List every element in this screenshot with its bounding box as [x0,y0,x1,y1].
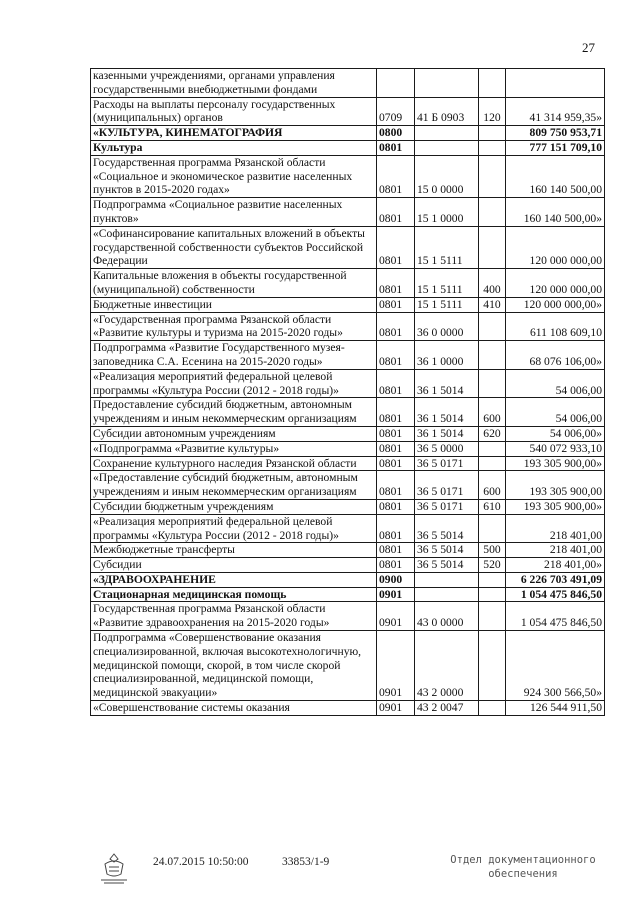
cell-article: 15 1 5111 [415,297,479,312]
cell-article: 15 1 5111 [415,226,479,268]
cell-expense-type [479,441,506,456]
cell-section: 0801 [377,514,415,543]
cell-amount: 540 072 933,10 [506,441,605,456]
table-row [91,69,605,98]
cell-expense-type [479,602,506,631]
cell-expense-type: 410 [479,297,506,312]
cell-article: 15 0 0000 [415,155,479,197]
cell-amount: 160 140 500,00» [506,198,605,227]
cell-expense-type [479,369,506,398]
cell-section: 0801 [377,471,415,500]
cell-article: 36 5 0171 [415,499,479,514]
cell-amount: 193 305 900,00» [506,499,605,514]
cell-name: «Реализация мероприятий федеральной целевой программы «Культура России (2012 - 2018 годы)» [91,514,377,543]
table-row [91,631,605,701]
cell-expense-type: 600 [479,471,506,500]
cell-name: Субсидии автономным учреждениям [91,426,377,441]
cell-amount: 1 054 475 846,50 [506,587,605,602]
cell-amount: 41 314 959,35» [506,97,605,126]
cell-article: 36 1 5014 [415,369,479,398]
cell-amount: 218 401,00 [506,543,605,558]
cell-section: 0801 [377,369,415,398]
cell-name: Расходы на выплаты персоналу государственных (муниципальных) органов [91,97,377,126]
table-row [91,514,605,543]
footer-doc-number: 33853/1-9 [282,856,330,868]
table-row [91,456,605,471]
cell-expense-type: 400 [479,269,506,298]
cell-article [415,572,479,587]
table-row [91,471,605,500]
cell-section: 0801 [377,341,415,370]
cell-section: 0801 [377,198,415,227]
table-row [91,341,605,370]
cell-article: 43 2 0047 [415,701,479,716]
cell-name: Подпрограмма «Развитие Государственного музея-заповедника С.А. Есенина на 2015-2020 годы» [91,341,377,370]
cell-name: Государственная программа Рязанской области «Социальное и экономическое развитие населенных пунктов в 2015-2020 годах» [91,155,377,197]
table-row [91,398,605,427]
cell-amount: 120 000 000,00 [506,269,605,298]
cell-section: 0801 [377,441,415,456]
cell-expense-type [479,631,506,701]
cell-expense-type [479,140,506,155]
cell-amount: 193 305 900,00» [506,456,605,471]
page-number: 27 [582,40,595,55]
cell-amount: 218 401,00 [506,514,605,543]
cell-section: 0801 [377,499,415,514]
cell-amount: 809 750 953,71 [506,126,605,141]
cell-article [415,140,479,155]
cell-amount: 120 000 000,00» [506,297,605,312]
cell-section: 0801 [377,226,415,268]
department-stamp-line2: обеспечения [488,868,558,880]
cell-name: Межбюджетные трансферты [91,543,377,558]
cell-name: «Государственная программа Рязанской области «Развитие культуры и туризма на 2015-2020 годы» [91,312,377,341]
cell-expense-type: 120 [479,97,506,126]
cell-section: 0801 [377,269,415,298]
cell-article: 36 5 5014 [415,558,479,573]
cell-name: «Реализация мероприятий федеральной целевой программы «Культура России (2012 - 2018 годы)» [91,369,377,398]
cell-article: 36 5 0171 [415,456,479,471]
cell-name: Стационарная медицинская помощь [91,587,377,602]
cell-name: Предоставление субсидий бюджетным, автономным учреждениям и иным некоммерческим организациям [91,398,377,427]
cell-amount: 54 006,00» [506,426,605,441]
cell-name: Подпрограмма «Социальное развитие населенных пунктов» [91,198,377,227]
cell-expense-type [479,572,506,587]
budget-table [90,68,605,716]
cell-amount [506,69,605,98]
cell-name: Подпрограмма «Совершенствование оказания специализированной, включая высокотехнологичную, медицинской помощи, скорой, в том числе скорой специализированной, медицинской помощи, медицинской эвакуации» [91,631,377,701]
cell-section: 0901 [377,631,415,701]
table-row [91,269,605,298]
cell-article: 36 5 5014 [415,514,479,543]
table-row [91,155,605,197]
cell-amount: 68 076 106,00» [506,341,605,370]
budget-table-body [91,69,605,716]
cell-name: Государственная программа Рязанской области «Развитие здравоохранения на 2015-2020 годы» [91,602,377,631]
cell-expense-type [479,226,506,268]
cell-expense-type: 500 [479,543,506,558]
table-row [91,587,605,602]
cell-name: Субсидии бюджетным учреждениям [91,499,377,514]
table-row [91,97,605,126]
cell-expense-type [479,456,506,471]
cell-article [415,126,479,141]
cell-article: 36 5 0000 [415,441,479,456]
table-row [91,572,605,587]
table-row [91,499,605,514]
cell-expense-type [479,341,506,370]
cell-name: Сохранение культурного наследия Рязанской области [91,456,377,471]
cell-expense-type [479,312,506,341]
cell-name: Капитальные вложения в объекты государственной (муниципальной) собственности [91,269,377,298]
cell-amount: 1 054 475 846,50 [506,602,605,631]
table-row [91,226,605,268]
footer-timestamp: 24.07.2015 10:50:00 [153,856,249,868]
cell-expense-type: 610 [479,499,506,514]
cell-article: 36 1 5014 [415,398,479,427]
cell-section: 0709 [377,97,415,126]
cell-expense-type [479,69,506,98]
cell-name: Бюджетные инвестиции [91,297,377,312]
table-row [91,369,605,398]
department-stamp-line1: Отдел документационного [450,854,596,866]
cell-amount: 126 544 911,50 [506,701,605,716]
cell-amount: 777 151 709,10 [506,140,605,155]
cell-article: 36 1 5014 [415,426,479,441]
cell-section: 0801 [377,398,415,427]
cell-article: 41 Б 0903 [415,97,479,126]
cell-amount: 924 300 566,50» [506,631,605,701]
cell-amount: 193 305 900,00 [506,471,605,500]
cell-section: 0901 [377,602,415,631]
cell-amount: 54 006,00 [506,369,605,398]
cell-section: 0901 [377,587,415,602]
cell-amount: 611 108 609,10 [506,312,605,341]
cell-amount: 6 226 703 491,09 [506,572,605,587]
cell-article: 36 1 0000 [415,341,479,370]
cell-expense-type [479,514,506,543]
cell-name: «ЗДРАВООХРАНЕНИЕ [91,572,377,587]
emblem-icon [97,850,131,886]
cell-section: 0801 [377,558,415,573]
cell-expense-type: 620 [479,426,506,441]
table-row [91,297,605,312]
cell-name: «КУЛЬТУРА, КИНЕМАТОГРАФИЯ [91,126,377,141]
cell-expense-type [479,701,506,716]
cell-name: «Совершенствование системы оказания [91,701,377,716]
cell-name: Субсидии [91,558,377,573]
cell-name: Культура [91,140,377,155]
cell-amount: 54 006,00 [506,398,605,427]
cell-article: 36 0 0000 [415,312,479,341]
cell-expense-type [479,126,506,141]
cell-expense-type [479,155,506,197]
cell-article: 15 1 5111 [415,269,479,298]
cell-section [377,69,415,98]
department-stamp [448,853,598,881]
table-row [91,198,605,227]
cell-section: 0801 [377,543,415,558]
cell-name: казенными учреждениями, органами управления государственными внебюджетными фондами [91,69,377,98]
cell-article: 43 0 0000 [415,602,479,631]
cell-name: «Предоставление субсидий бюджетным, автономным учреждениям и иным некоммерческим организациям [91,471,377,500]
cell-section: 0900 [377,572,415,587]
table-row [91,140,605,155]
cell-section: 0901 [377,701,415,716]
table-row [91,543,605,558]
table-row [91,426,605,441]
cell-article [415,69,479,98]
cell-section: 0801 [377,155,415,197]
cell-amount: 218 401,00» [506,558,605,573]
cell-article [415,587,479,602]
cell-expense-type: 520 [479,558,506,573]
cell-article: 36 5 0171 [415,471,479,500]
cell-article: 43 2 0000 [415,631,479,701]
cell-section: 0801 [377,140,415,155]
table-row [91,701,605,716]
cell-expense-type [479,198,506,227]
cell-article: 36 5 5014 [415,543,479,558]
table-row [91,558,605,573]
cell-expense-type [479,587,506,602]
cell-section: 0800 [377,126,415,141]
table-row [91,602,605,631]
cell-section: 0801 [377,312,415,341]
cell-amount: 160 140 500,00 [506,155,605,197]
cell-expense-type: 600 [479,398,506,427]
table-row [91,126,605,141]
cell-section: 0801 [377,297,415,312]
cell-name: «Подпрограмма «Развитие культуры» [91,441,377,456]
cell-article: 15 1 0000 [415,198,479,227]
table-row [91,441,605,456]
table-row [91,312,605,341]
cell-amount: 120 000 000,00 [506,226,605,268]
cell-section: 0801 [377,426,415,441]
cell-name: «Софинансирование капитальных вложений в объекты государственной собственности субъектов Российской Федерации [91,226,377,268]
cell-section: 0801 [377,456,415,471]
